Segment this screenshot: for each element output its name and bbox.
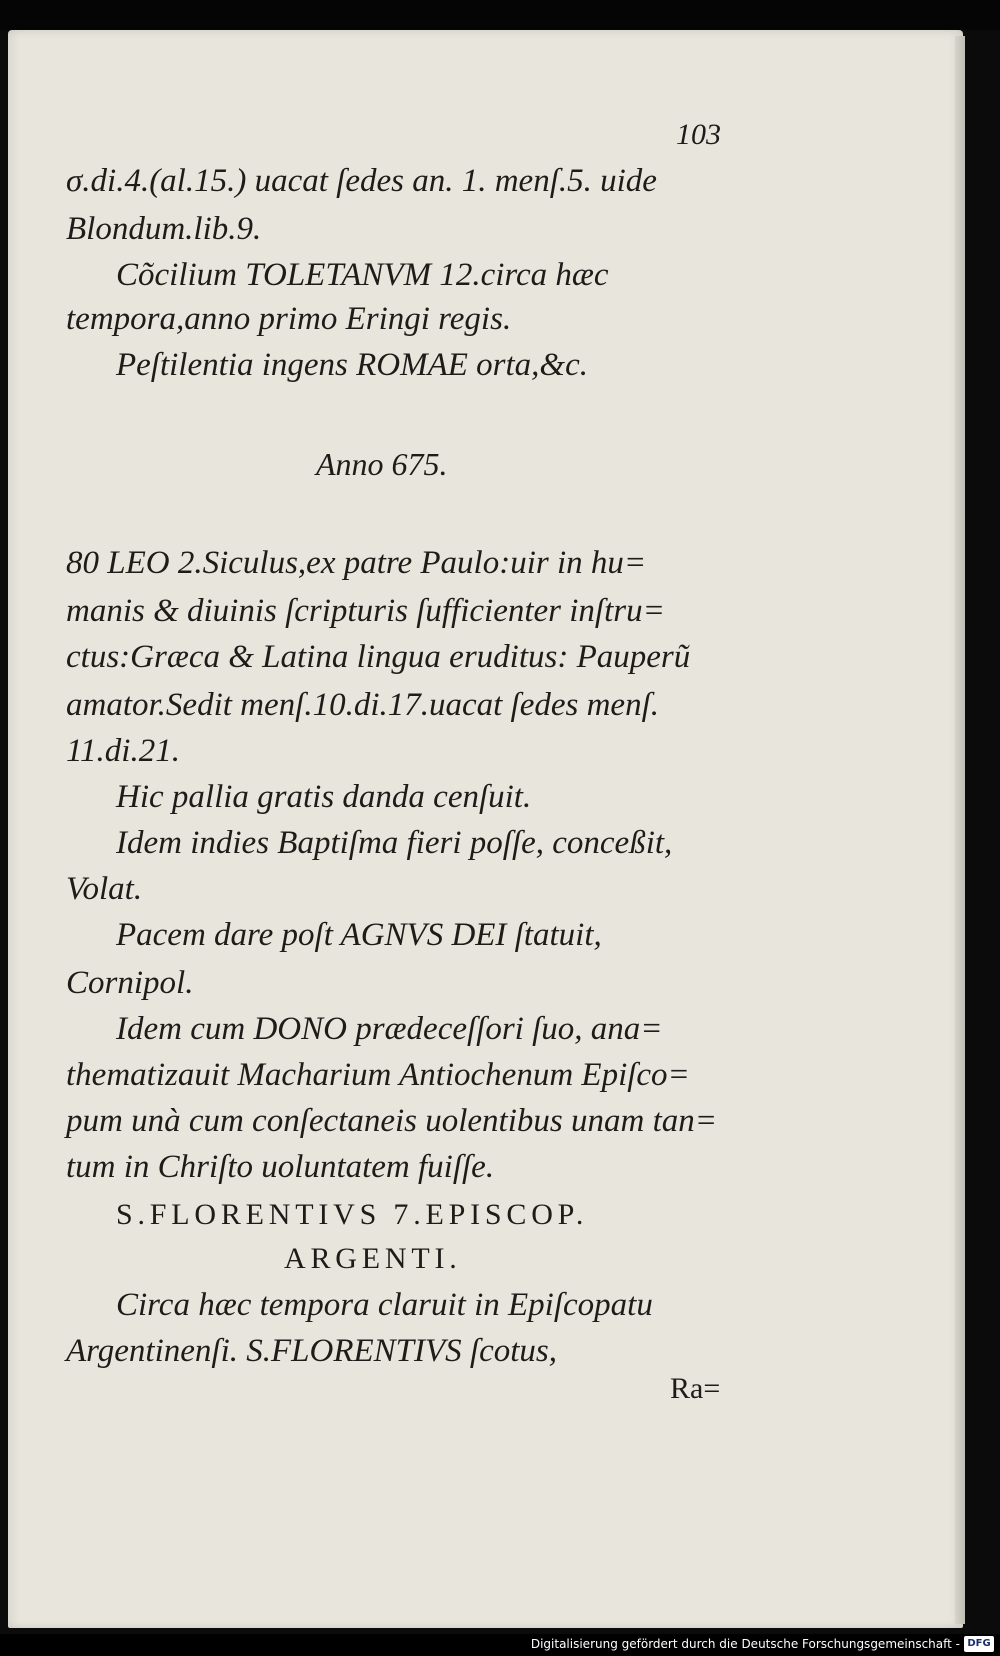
text-line-1: σ.di.4.(al.15.) uacat ſedes an. 1. menſ.5. uide — [66, 163, 657, 199]
page-number: 103 — [676, 118, 721, 151]
text-line-10: 11.di.21. — [66, 733, 180, 769]
text-line-2: Blondum.lib.9. — [66, 211, 262, 247]
text-line-6: 80 LEO 2.Siculus,ex patre Paulo:uir in hu= — [66, 545, 647, 581]
scan-top-border — [0, 0, 1000, 30]
text-line-15: Cornipol. — [66, 965, 194, 1001]
footer-bar — [0, 1634, 1000, 1656]
text-line-17: thematizauit Macharium Antiochenum Epiſco= — [66, 1057, 690, 1093]
text-line-18: pum unà cum conſectaneis uolentibus unam tan= — [66, 1103, 718, 1139]
text-line-19: tum in Chriſto uoluntatem fuiſſe. — [66, 1149, 495, 1185]
text-line-11: Hic pallia gratis danda cenſuit. — [116, 779, 532, 815]
section-heading-2: ARGENTI. — [284, 1242, 462, 1275]
text-line-4: tempora,anno primo Eringi regis. — [66, 301, 512, 337]
footer-credit: Digitalisierung gefördert durch die Deutsche Forschungsgemeinschaft - — [530, 1637, 960, 1651]
year-heading: Anno 675. — [316, 446, 448, 482]
text-line-12: Idem indies Baptiſma fieri poſſe, conceßit, — [116, 825, 673, 861]
section-heading: S.FLORENTIVS 7.EPISCOP. — [116, 1198, 589, 1231]
text-line-3: Cõcilium TOLETANVM 12.circa hæc — [116, 257, 609, 293]
text-line-9: amator.Sedit menſ.10.di.17.uacat ſedes menſ. — [66, 687, 660, 723]
text-line-8: ctus:Græca & Latina lingua eruditus: Pauperũ — [66, 639, 691, 675]
text-line-16: Idem cum DONO prædeceſſori ſuo, ana= — [116, 1011, 663, 1047]
catchword: Ra= — [670, 1372, 721, 1405]
page-edge — [955, 36, 965, 1624]
text-line-20: Circa hæc tempora claruit in Epiſcopatu — [116, 1287, 653, 1323]
dfg-logo: DFG — [964, 1636, 994, 1652]
text-line-5: Peſtilentia ingens ROMAE orta,&c. — [116, 347, 588, 383]
text-line-7: manis & diuinis ſcripturis ſufficienter inſtru= — [66, 593, 665, 629]
text-line-14: Pacem dare poſt AGNVS DEI ſtatuit, — [116, 917, 602, 953]
text-line-21: Argentinenſi. S.FLORENTIVS ſcotus, — [66, 1333, 557, 1369]
text-line-13: Volat. — [66, 871, 143, 907]
